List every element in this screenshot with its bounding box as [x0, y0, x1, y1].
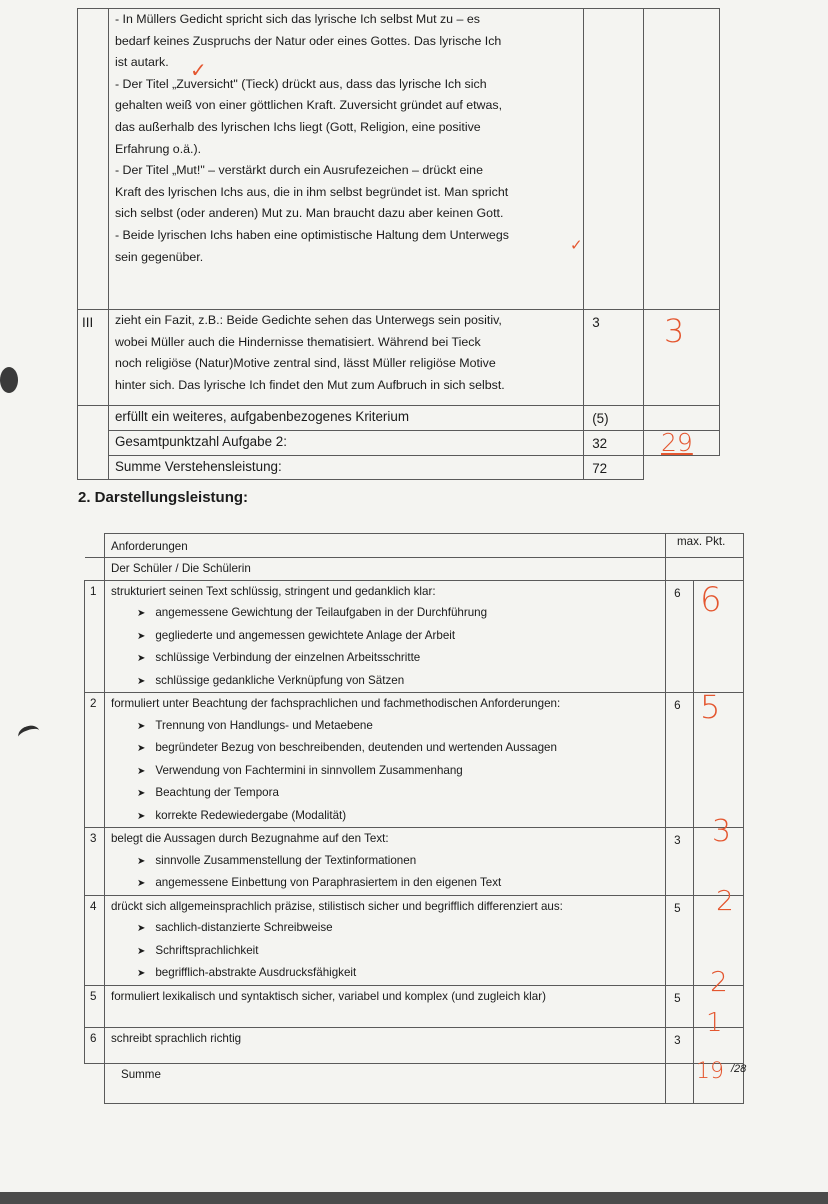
criterion-text — [104, 828, 665, 896]
criterion-number: 6 — [85, 1027, 105, 1063]
task-total-row — [78, 430, 720, 455]
presentation-table — [84, 533, 747, 1104]
scan-edge — [0, 1192, 828, 1204]
subject-header: Der Schüler / Die Schülerin — [104, 558, 665, 581]
criterion-row — [85, 693, 744, 828]
bullet-item: ➤ gegliederte und angemessen gewichtete Anlage der Arbeit — [111, 625, 659, 648]
extra-criterion-row — [78, 406, 720, 431]
criterion-title: formuliert unter Beachtung der fachsprachlichen und fachmethodischen Anforderungen: — [110, 697, 561, 710]
bullet-item: ➤ sachlich-distanzierte Schreibweise — [111, 917, 659, 940]
bullet-item: ➤ schlüssige gedankliche Verknüpfung von Sätzen — [111, 670, 659, 693]
criterion-row — [85, 985, 744, 1027]
criterion-title: drückt sich allgemeinsprachlich präzise, stilistisch sicher und begrifflich differenziert aus: — [110, 899, 563, 913]
bullet-item: ➤ Verwendung von Fachtermini in sinnvollem Zusammenhang — [111, 760, 659, 783]
checkmark-icon: ✓ — [570, 237, 583, 254]
subject-row — [85, 558, 744, 581]
bullet-item: ➤ Schriftsprachlichkeit — [111, 940, 659, 963]
max-points: 3 — [584, 310, 644, 406]
task-total-label: Gesamtpunktzahl Aufgabe 2: — [108, 430, 583, 455]
text-line: hinter sich. Das lyrische Ich findet den Mut zum Aufbruch in sich selbst. — [114, 377, 505, 392]
criterion-number: 1 — [85, 580, 105, 693]
text-line: das außerhalb des lyrischen Ichs liegt (Gott, Religion, eine positive — [114, 119, 481, 134]
text-line: gehalten weiß von einer göttlichen Kraft. Zuversicht gründet auf etwas, — [114, 98, 503, 113]
binder-mark — [16, 723, 42, 745]
analysis-text — [108, 9, 583, 310]
understanding-table — [77, 8, 720, 480]
criterion-max: 3 — [666, 828, 694, 896]
text-line: Kraft des lyrischen Ichs aus, die in ihm selbst begründet ist. Man spricht — [114, 184, 509, 199]
sum-label: Summe — [104, 1063, 665, 1103]
criterion-max: 6 — [666, 693, 694, 828]
text-line: wobei Müller auch die Hindernisse thematisiert. Während bei Tieck — [114, 334, 481, 349]
handwritten-grade: 5 — [700, 688, 721, 726]
bullet-item: ➤ angemessene Gewichtung der Teilaufgaben in der Durchführung — [111, 602, 659, 625]
criterion-row — [85, 828, 744, 896]
criterion-row — [85, 895, 744, 985]
requirements-header: Anforderungen — [104, 534, 665, 558]
handwritten-grade: 3 — [712, 814, 732, 849]
criterion-title: schreibt sprachlich richtig — [104, 1027, 665, 1063]
bullet-item: ➤ begrifflich-abstrakte Ausdrucksfähigkeit — [111, 962, 659, 985]
bullet-item: ➤ korrekte Redewiedergabe (Modalität) — [111, 805, 659, 828]
criterion-text — [104, 895, 665, 985]
text-line: zieht ein Fazit, z.B.: Beide Gedichte sehen das Unterwegs sein positiv, — [114, 313, 502, 327]
task-total-max: 32 — [584, 430, 644, 455]
text-line: sein gegenüber. — [114, 249, 204, 264]
punch-hole-top — [0, 367, 18, 393]
text-line: - Der Titel „Mut!" – verstärkt durch ein Ausrufezeichen – drückt eine — [114, 163, 483, 178]
criterion-text — [104, 580, 665, 693]
criterion-title: formuliert lexikalisch und syntaktisch sicher, variabel und komplex (und zugleich klar) — [104, 985, 665, 1027]
handwritten-grade: 6 — [700, 580, 722, 620]
text-line: - Der Titel „Zuversicht" (Tieck) drückt aus, dass das lyrische Ich sich — [114, 76, 487, 91]
bullet-item: ➤ sinnvolle Zusammenstellung der Textinformationen — [111, 850, 659, 873]
criterion-number: 3 — [85, 828, 105, 896]
criterion-number: 5 — [85, 985, 105, 1027]
criterion-row — [85, 580, 744, 693]
sum-row — [85, 1063, 744, 1103]
level-cell — [78, 9, 109, 310]
criterion-title: strukturiert seinen Text schlüssig, stringent und gedanklich klar: — [110, 584, 436, 598]
text-line: bedarf keines Zuspruchs der Natur oder eines Gottes. Das lyrische Ich — [114, 33, 502, 48]
criterion-max: 6 — [666, 580, 694, 693]
text-line: sich selbst (oder anderen) Mut zu. Man braucht dazu aber keinen Gott. — [114, 206, 504, 221]
text-line: - Beide lyrischen Ichs haben eine optimistische Haltung dem Unterwegs — [114, 227, 509, 242]
criterion-max: 5 — [666, 895, 694, 985]
bullet-item: ➤ Beachtung der Tempora — [111, 782, 659, 805]
text-line: - In Müllers Gedicht spricht sich das lyrische Ich selbst Mut zu – es — [114, 12, 480, 26]
bullet-item: ➤ Trennung von Handlungs- und Metaebene — [111, 715, 659, 738]
conclusion-row — [78, 310, 720, 406]
criterion-max: 3 — [666, 1027, 694, 1063]
bullet-item: ➤ schlüssige Verbindung der einzelnen Arbeitsschritte — [111, 647, 659, 670]
handwritten-grade: 2 — [716, 884, 734, 917]
handwritten-grade: 3 — [664, 312, 685, 350]
understanding-sum-row — [78, 455, 720, 480]
handwritten-grade: 2 — [710, 965, 728, 998]
criterion-text — [104, 693, 665, 828]
understanding-sum-max: 72 — [584, 455, 644, 480]
section-heading: 2. Darstellungsleistung: — [78, 489, 249, 506]
max-points-header: max. Pkt. — [677, 535, 726, 548]
level-label: III — [78, 310, 109, 406]
grade-cell — [644, 9, 720, 310]
criterion-max: 5 — [666, 985, 694, 1027]
checkmark-icon: ✓ — [190, 60, 207, 82]
conclusion-text — [108, 310, 583, 406]
criterion-number: 4 — [85, 895, 105, 985]
header-row — [85, 534, 744, 558]
criterion-number: 2 — [85, 693, 105, 828]
criterion-title: belegt die Aussagen durch Bezugnahme auf den Text: — [110, 832, 389, 845]
handwritten-sum: 19 — [696, 1059, 724, 1084]
understanding-sum-label: Summe Verstehensleistung: — [108, 455, 583, 480]
handwritten-grade: 29 — [661, 428, 693, 457]
max-points-cell — [584, 9, 644, 310]
text-line: Erfahrung o.ä.). — [114, 141, 202, 156]
analysis-row — [78, 9, 720, 310]
criterion-row — [85, 1027, 744, 1063]
text-line: noch religiöse (Natur)Motive zentral sind, lässt Müller religiöse Motive — [114, 356, 496, 371]
text-line: ist autark. — [114, 55, 169, 70]
extra-max: (5) — [584, 406, 644, 431]
sum-max-label: /28 — [731, 1063, 747, 1075]
handwritten-grade: 1 — [706, 1008, 723, 1038]
extra-criterion-label: erfüllt ein weiteres, aufgabenbezogenes Kriterium — [108, 406, 583, 431]
bullet-item: ➤ angemessene Einbettung von Paraphrasiertem in den eigenen Text — [111, 872, 659, 895]
bullet-item: ➤ begründeter Bezug von beschreibenden, deutenden und wertenden Aussagen — [111, 737, 659, 760]
